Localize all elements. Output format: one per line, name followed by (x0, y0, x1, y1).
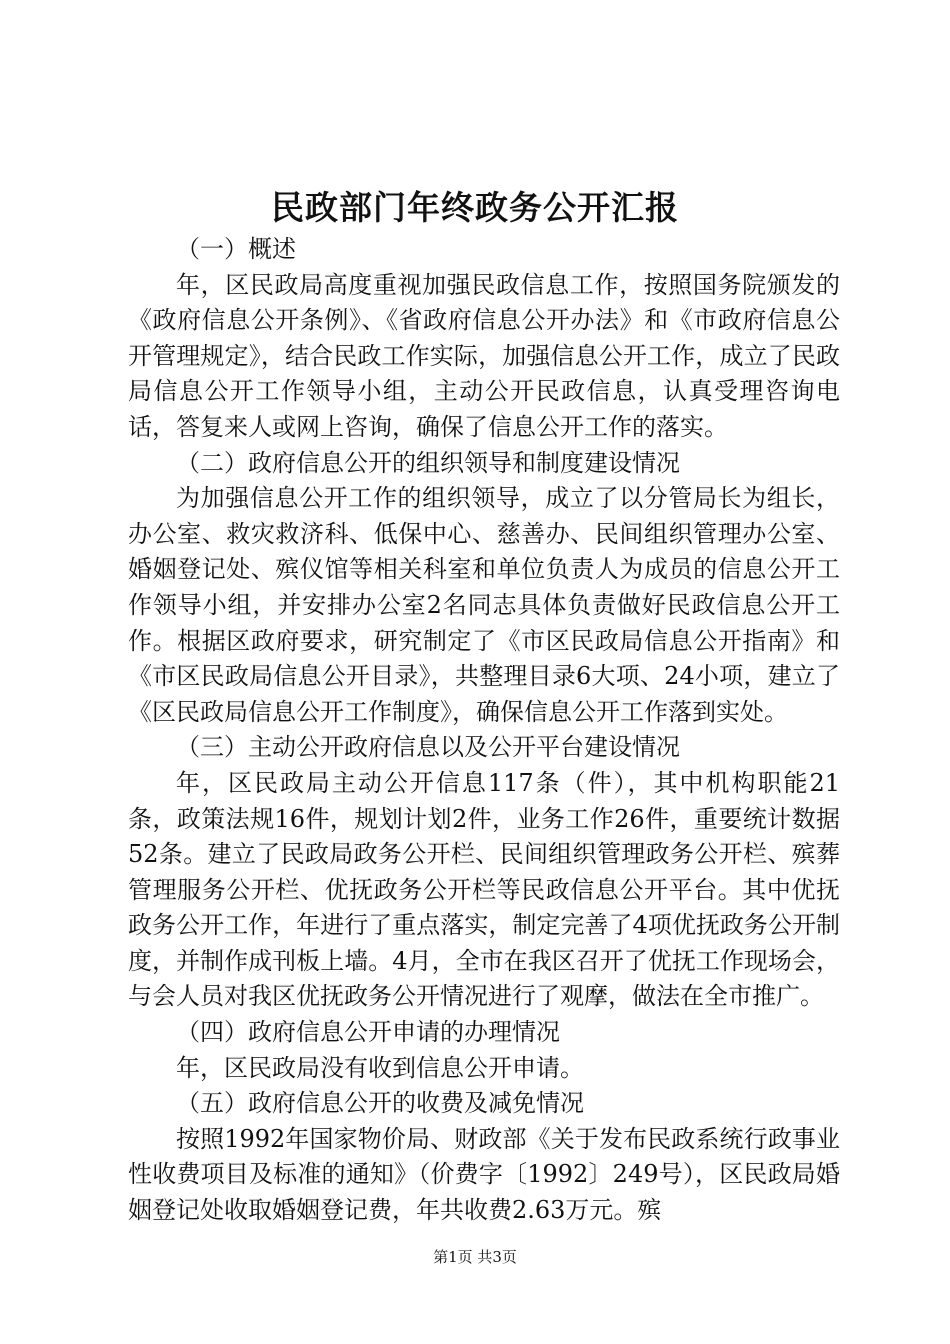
body-paragraph: 按照1992年国家物价局、财政部《关于发布民政系统行政事业性收费项目及标准的通知》（价费字〔1992〕249号），区民政局婚姻登记处收取婚姻登记费，年共收费2.63万元。殡 (128, 1124, 840, 1225)
body-paragraph: 年，区民政局没有收到信息公开申请。 (176, 1053, 584, 1082)
body-paragraph: 年，区民政局主动公开信息117条（件），其中机构职能21条，政策法规16件，规划计划2件，业务工作26件，重要统计数据52条。建立了民政局政务公开栏、民间组织管理政务公开栏、殡葬管理服务公开栏、优抚政务公开栏等民政信息公开平台。其中优抚政务公开工作，年进行了重点落实，制定完善了4项优抚政务公开制度，并制作成刊板上墙。4月，全市在我区召开了优抚工作现场会，与会人员对我区优抚政务公开情况进行了观摩，做法在全市推广。 (128, 768, 840, 1011)
section-heading: （三）主动公开政府信息以及公开平台建设情况 (176, 733, 680, 762)
body-paragraph: 年，区民政局高度重视加强民政信息工作，按照国务院颁发的《政府信息公开条例》、《省政府信息公开办法》和《市政府信息公开管理规定》，结合民政工作实际，加强信息公开工作，成立了民政局信息公开工作领导小组，主动公开民政信息，认真受理咨询电话，答复来人或网上咨询，确保了信息公开工作的落实。 (128, 270, 840, 441)
section-heading: （二）政府信息公开的组织领导和制度建设情况 (176, 448, 680, 477)
document-body (128, 232, 840, 1229)
page-number-footer: 第1页 共3页 (433, 1248, 517, 1266)
section-heading: （一）概述 (176, 235, 296, 263)
section-heading: （五）政府信息公开的收费及减免情况 (176, 1089, 584, 1118)
body-paragraph: 为加强信息公开工作的组织领导，成立了以分管局长为组长，办公室、救灾救济科、低保中心、慈善办、民间组织管理办公室、婚姻登记处、殡仪馆等相关科室和单位负责人为成员的信息公开工作领导小组，并安排办公室2名同志具体负责做好民政信息公开工作。根据区政府要求，研究制定了《市区民政局信息公开指南》和《市区民政局信息公开目录》，共整理目录6大项、24小项，建立了《区民政局信息公开工作制度》，确保信息公开工作落到实处。 (128, 484, 840, 726)
section-heading: （四）政府信息公开申请的办理情况 (176, 1018, 560, 1047)
document-title: 民政部门年终政务公开汇报 (271, 188, 679, 227)
